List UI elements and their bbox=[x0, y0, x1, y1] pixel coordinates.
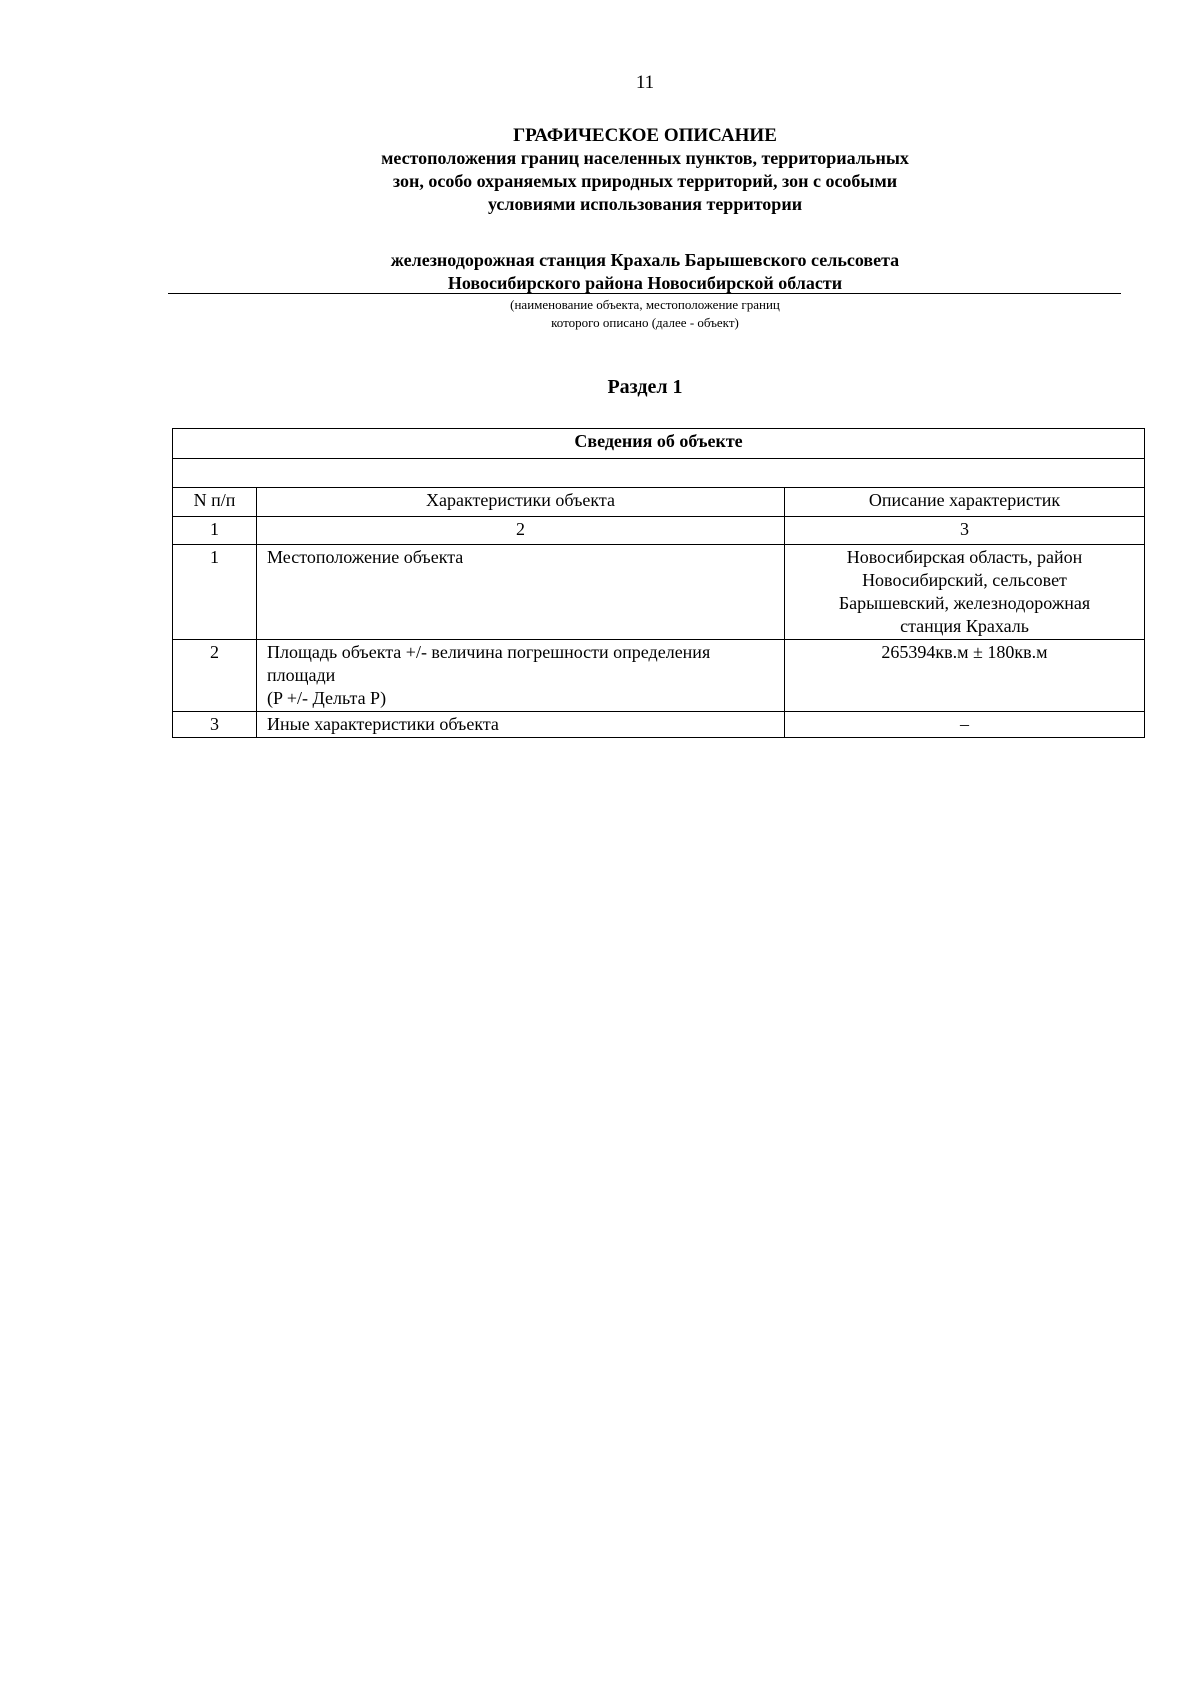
subtitle-line: зон, особо охраняемых природных территорий, зон с особыми bbox=[392, 171, 898, 191]
description-line: станция Крахаль bbox=[900, 616, 1029, 636]
row-num: 3 bbox=[173, 712, 257, 738]
caption-line: которого описано (далее - объект) bbox=[551, 315, 739, 330]
column-index: 2 bbox=[257, 517, 785, 545]
description-line: Новосибирский, сельсовет bbox=[862, 570, 1067, 590]
object-name-caption bbox=[0, 296, 1200, 332]
row-description bbox=[785, 545, 1145, 640]
column-header-num: N п/п bbox=[173, 488, 257, 517]
characteristic-line: Площадь объекта +/- величина погрешности определения bbox=[267, 642, 711, 662]
characteristic-line: (P +/- Дельта P) bbox=[267, 688, 387, 708]
row-description bbox=[785, 712, 1145, 738]
object-name bbox=[0, 249, 1200, 295]
characteristic-line: Иные характеристики объекта bbox=[267, 714, 499, 734]
table-column-indices bbox=[173, 517, 1145, 545]
column-index: 1 bbox=[173, 517, 257, 545]
document-subtitle bbox=[0, 147, 1200, 216]
column-header-characteristic: Характеристики объекта bbox=[257, 488, 785, 517]
row-characteristic bbox=[257, 640, 785, 712]
characteristic-line: площади bbox=[267, 665, 336, 685]
characteristic-line: Местоположение объекта bbox=[267, 547, 464, 567]
table-row bbox=[173, 545, 1145, 640]
table-header-row bbox=[173, 429, 1145, 459]
row-characteristic bbox=[257, 712, 785, 738]
row-num: 1 bbox=[173, 545, 257, 640]
document-title: ГРАФИЧЕСКОЕ ОПИСАНИЕ bbox=[513, 125, 777, 146]
table-row bbox=[173, 712, 1145, 738]
object-name-underline bbox=[168, 293, 1121, 294]
subtitle-line: условиями использования территории bbox=[487, 194, 803, 214]
object-info-table bbox=[172, 428, 1145, 738]
object-name-line: Новосибирского района Новосибирской области bbox=[447, 273, 843, 293]
column-header-description: Описание характеристик bbox=[785, 488, 1145, 517]
description-line: Новосибирская область, район bbox=[846, 547, 1083, 567]
caption-line: (наименование объекта, местоположение границ bbox=[510, 297, 780, 312]
column-index: 3 bbox=[785, 517, 1145, 545]
section-title: Раздел 1 bbox=[607, 376, 683, 398]
row-characteristic bbox=[257, 545, 785, 640]
description-line: Барышевский, железнодорожная bbox=[838, 593, 1091, 613]
table-column-headers bbox=[173, 488, 1145, 517]
table-empty-row bbox=[173, 459, 1145, 488]
page-number: 11 bbox=[635, 72, 655, 93]
row-num: 2 bbox=[173, 640, 257, 712]
table-empty-cell bbox=[173, 459, 1145, 488]
description-line: – bbox=[960, 714, 969, 734]
object-name-line: железнодорожная станция Крахаль Барышевского сельсовета bbox=[390, 250, 900, 270]
description-line: 265394кв.м ± 180кв.м bbox=[881, 642, 1048, 662]
row-description bbox=[785, 640, 1145, 712]
table-header: Сведения об объекте bbox=[173, 429, 1145, 459]
table-row bbox=[173, 640, 1145, 712]
subtitle-line: местоположения границ населенных пунктов, территориальных bbox=[381, 148, 909, 168]
